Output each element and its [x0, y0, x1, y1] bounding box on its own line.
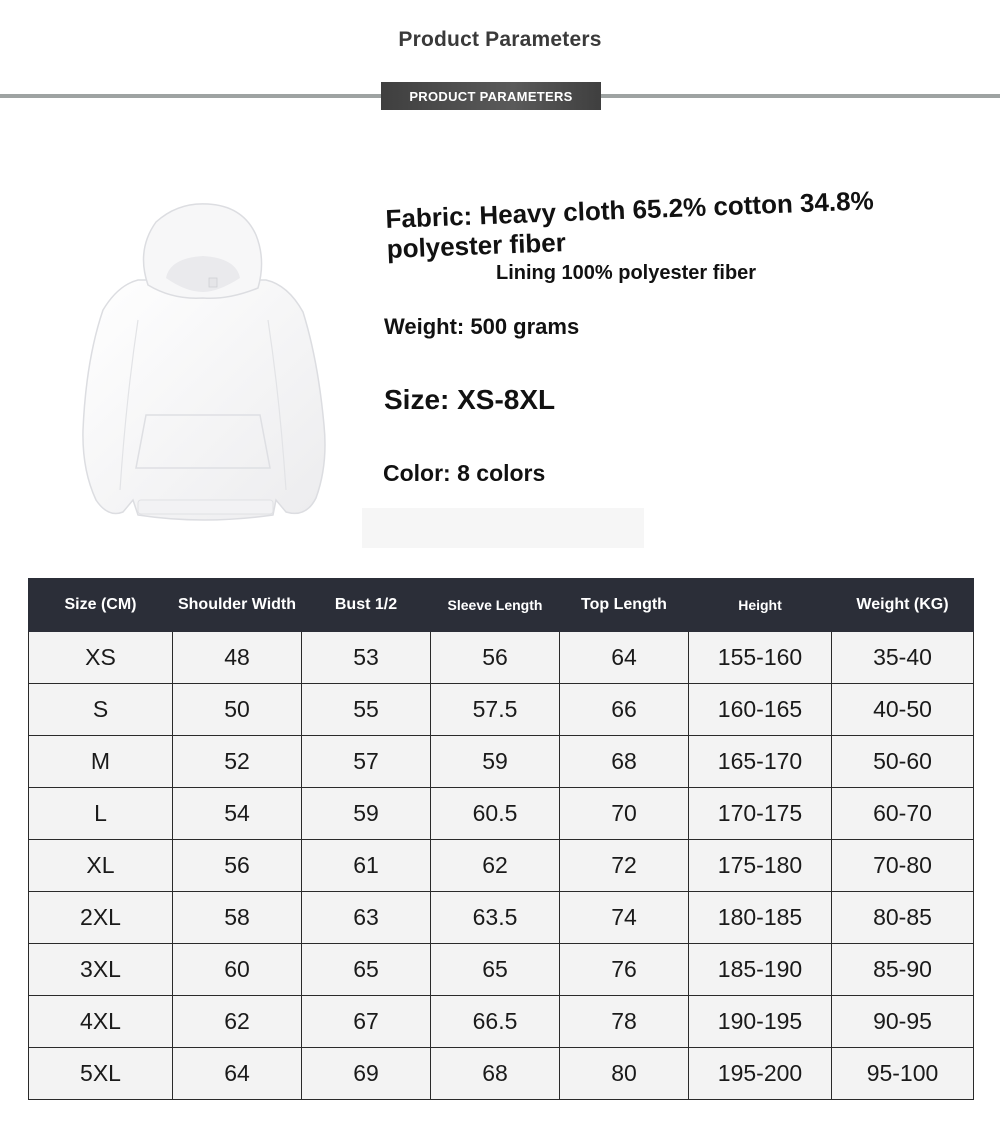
cell-weight: 40-50 [832, 684, 974, 736]
cell-shoulder-width: 58 [173, 892, 302, 944]
cell-bust: 59 [302, 788, 431, 840]
cell-size: M [29, 736, 173, 788]
header-shoulder-width: Shoulder Width [173, 579, 302, 632]
cell-weight: 90-95 [832, 996, 974, 1048]
header-bust: Bust 1/2 [302, 579, 431, 632]
cell-weight: 70-80 [832, 840, 974, 892]
cell-sleeve-length: 56 [431, 632, 560, 684]
cell-shoulder-width: 60 [173, 944, 302, 996]
cell-top-length: 66 [560, 684, 689, 736]
cell-size: XL [29, 840, 173, 892]
table-row [29, 996, 974, 1048]
cell-bust: 55 [302, 684, 431, 736]
fabric-line-1: Fabric: Heavy cloth 65.2% cotton 34.8% [385, 185, 875, 234]
header-weight: Weight (KG) [832, 579, 974, 632]
blank-panel [362, 508, 644, 548]
cell-weight: 50-60 [832, 736, 974, 788]
cell-height: 190-195 [689, 996, 832, 1048]
cell-size: 2XL [29, 892, 173, 944]
cell-top-length: 72 [560, 840, 689, 892]
table-row [29, 840, 974, 892]
cell-sleeve-length: 60.5 [431, 788, 560, 840]
cell-weight: 60-70 [832, 788, 974, 840]
cell-height: 175-180 [689, 840, 832, 892]
cell-top-length: 80 [560, 1048, 689, 1100]
cell-top-length: 78 [560, 996, 689, 1048]
cell-height: 165-170 [689, 736, 832, 788]
cell-sleeve-length: 66.5 [431, 996, 560, 1048]
header-sleeve-length: Sleeve Length [431, 579, 560, 632]
cell-sleeve-length: 63.5 [431, 892, 560, 944]
cell-bust: 65 [302, 944, 431, 996]
cell-shoulder-width: 48 [173, 632, 302, 684]
cell-sleeve-length: 59 [431, 736, 560, 788]
cell-size: L [29, 788, 173, 840]
cell-shoulder-width: 54 [173, 788, 302, 840]
cell-height: 160-165 [689, 684, 832, 736]
cell-bust: 67 [302, 996, 431, 1048]
cell-bust: 69 [302, 1048, 431, 1100]
cell-top-length: 74 [560, 892, 689, 944]
cell-size: XS [29, 632, 173, 684]
cell-height: 185-190 [689, 944, 832, 996]
section-badge: PRODUCT PARAMETERS [381, 82, 601, 110]
cell-shoulder-width: 52 [173, 736, 302, 788]
table-row [29, 892, 974, 944]
cell-shoulder-width: 64 [173, 1048, 302, 1100]
cell-sleeve-length: 57.5 [431, 684, 560, 736]
table-row [29, 788, 974, 840]
cell-bust: 53 [302, 632, 431, 684]
table-header-row [29, 579, 974, 632]
cell-bust: 61 [302, 840, 431, 892]
header-height: Height [689, 579, 832, 632]
table-row [29, 736, 974, 788]
cell-height: 180-185 [689, 892, 832, 944]
cell-weight: 80-85 [832, 892, 974, 944]
cell-top-length: 64 [560, 632, 689, 684]
cell-shoulder-width: 62 [173, 996, 302, 1048]
cell-height: 155-160 [689, 632, 832, 684]
fabric-spec [385, 185, 875, 264]
cell-weight: 35-40 [832, 632, 974, 684]
cell-sleeve-length: 62 [431, 840, 560, 892]
header-size: Size (CM) [29, 579, 173, 632]
color-spec: Color: 8 colors [383, 460, 546, 486]
size-spec: Size: XS-8XL [384, 384, 556, 415]
size-chart-table [28, 578, 974, 1100]
cell-top-length: 76 [560, 944, 689, 996]
table-row [29, 944, 974, 996]
table-row [29, 632, 974, 684]
white-hoodie-image [78, 200, 328, 530]
cell-size: 5XL [29, 1048, 173, 1100]
cell-top-length: 68 [560, 736, 689, 788]
table-row [29, 1048, 974, 1100]
cell-size: 3XL [29, 944, 173, 996]
cell-height: 195-200 [689, 1048, 832, 1100]
cell-height: 170-175 [689, 788, 832, 840]
fabric-line-2: polyester fiber [386, 227, 567, 264]
lining-spec: Lining 100% polyester fiber [496, 262, 757, 284]
table-row [29, 684, 974, 736]
cell-size: S [29, 684, 173, 736]
cell-weight: 95-100 [832, 1048, 974, 1100]
weight-spec: Weight: 500 grams [384, 314, 580, 339]
cell-top-length: 70 [560, 788, 689, 840]
cell-sleeve-length: 65 [431, 944, 560, 996]
cell-shoulder-width: 50 [173, 684, 302, 736]
cell-bust: 63 [302, 892, 431, 944]
cell-size: 4XL [29, 996, 173, 1048]
cell-weight: 85-90 [832, 944, 974, 996]
cell-shoulder-width: 56 [173, 840, 302, 892]
header-top-length: Top Length [560, 579, 689, 632]
cell-bust: 57 [302, 736, 431, 788]
page-title: Product Parameters [398, 28, 602, 51]
cell-sleeve-length: 68 [431, 1048, 560, 1100]
